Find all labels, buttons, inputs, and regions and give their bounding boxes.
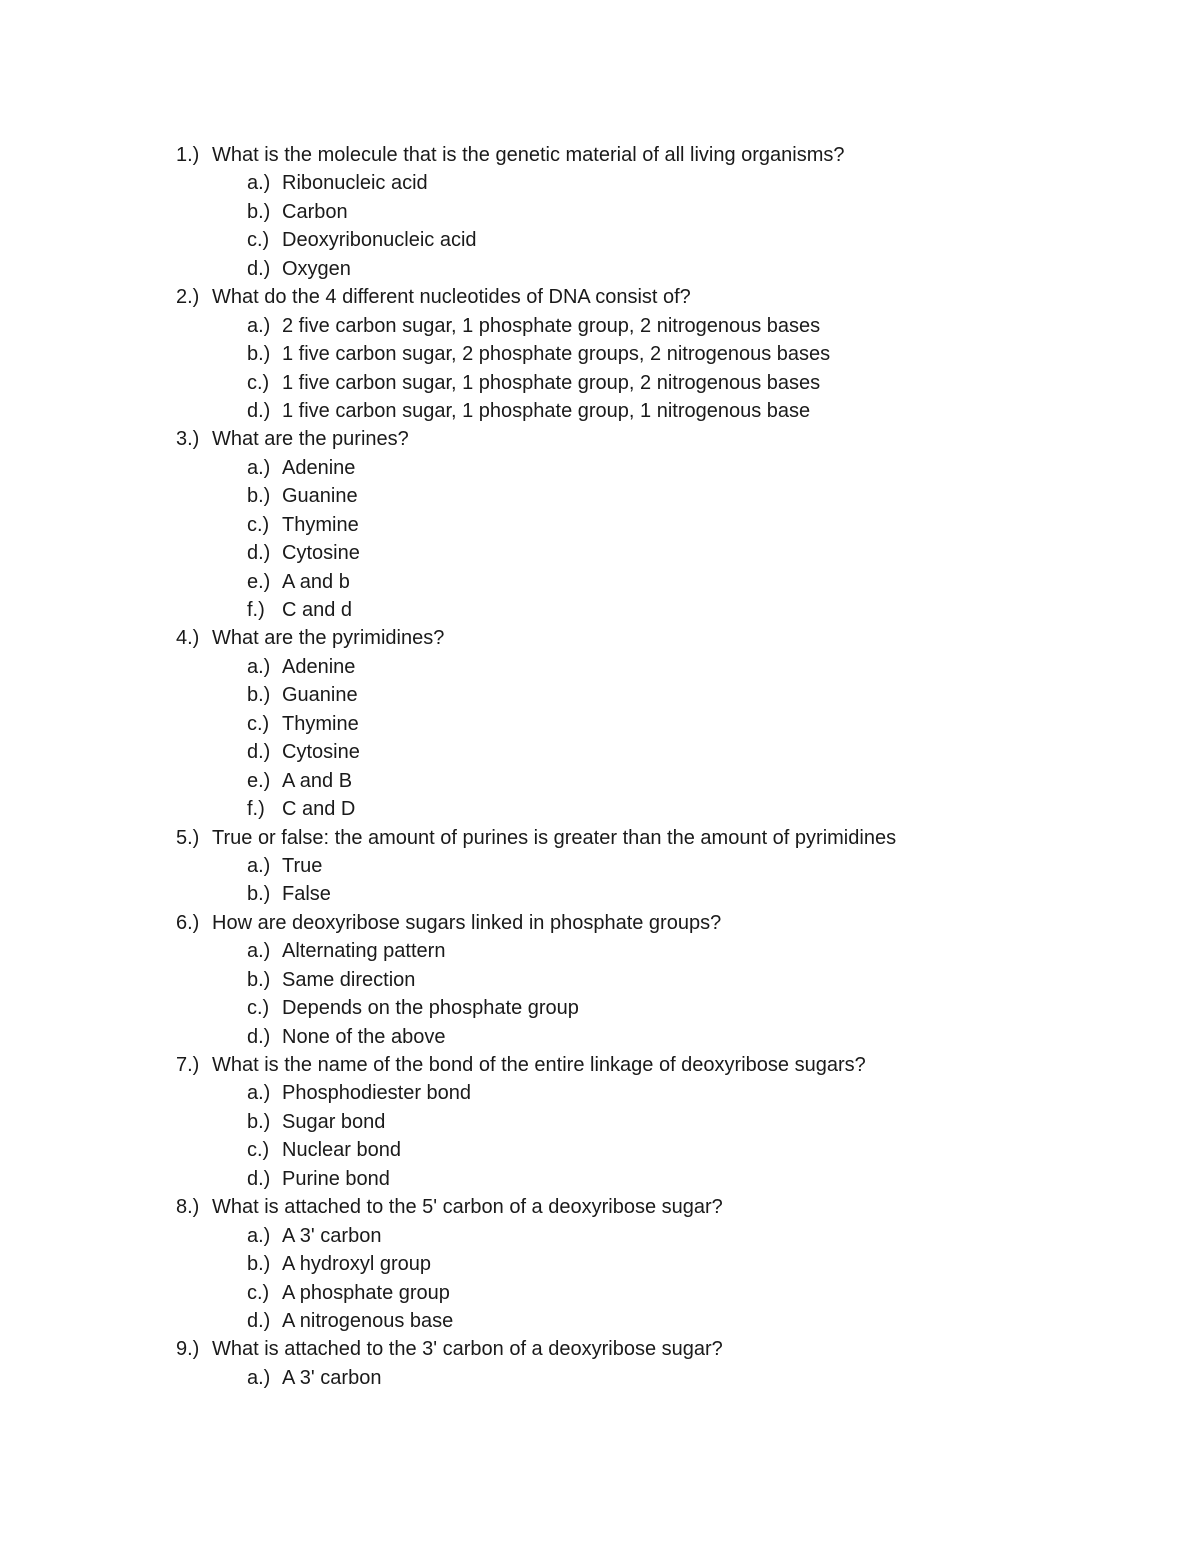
option-text: A and B — [282, 769, 353, 792]
answer-option — [176, 966, 1136, 994]
option-letter: e.) — [247, 769, 271, 792]
quiz-question-list — [176, 141, 1136, 1392]
option-letter: d.) — [247, 1167, 271, 1190]
option-letter: e.) — [247, 570, 271, 593]
question-number: 6.) — [176, 911, 200, 934]
question-number: 9.) — [176, 1338, 200, 1361]
answer-option — [176, 568, 1136, 596]
answer-option — [176, 795, 1136, 823]
question-number: 3.) — [176, 428, 200, 451]
option-letter: c.) — [247, 712, 270, 735]
option-text: Thymine — [282, 513, 359, 536]
question-text: What is the name of the bond of the entire linkage of deoxyribose sugars? — [212, 1054, 866, 1076]
question-text: What are the purines? — [212, 428, 409, 451]
option-text: A 3' carbon — [282, 1366, 382, 1389]
question-text: What is attached to the 5' carbon of a deoxyribose sugar? — [212, 1196, 723, 1219]
option-letter: c.) — [247, 229, 270, 252]
option-text: Purine bond — [282, 1167, 390, 1190]
option-letter: a.) — [247, 456, 271, 479]
answer-option — [176, 937, 1136, 965]
option-text: 1 five carbon sugar, 1 phosphate group, 2 nitrogenous bases — [282, 371, 821, 394]
answer-option — [176, 1079, 1136, 1107]
option-letter: b.) — [247, 968, 271, 991]
option-text: C and D — [282, 798, 356, 821]
option-text: A phosphate group — [282, 1281, 450, 1304]
option-letter: a.) — [247, 1082, 271, 1105]
question-text: What are the pyrimidines? — [212, 627, 445, 650]
answer-option — [176, 1307, 1136, 1335]
answer-option — [176, 1250, 1136, 1278]
question-6 — [176, 909, 1136, 937]
question-number: 5.) — [176, 826, 200, 849]
option-text: Adenine — [282, 655, 356, 678]
option-letter: d.) — [247, 542, 271, 565]
answer-option — [176, 482, 1136, 510]
question-number: 1.) — [176, 144, 200, 166]
option-letter: b.) — [247, 883, 271, 906]
option-letter: d.) — [247, 1025, 271, 1048]
option-letter: a.) — [247, 172, 271, 195]
answer-option — [176, 511, 1136, 539]
option-letter: b.) — [247, 1110, 271, 1133]
option-text: Alternating pattern — [282, 940, 446, 963]
option-text: Carbon — [282, 200, 348, 223]
answer-option — [176, 1165, 1136, 1193]
answer-option — [176, 369, 1136, 397]
question-number: 7.) — [176, 1054, 200, 1076]
option-text: Same direction — [282, 968, 416, 991]
answer-option — [176, 312, 1136, 340]
option-letter: b.) — [247, 1253, 271, 1276]
option-letter: a.) — [247, 655, 271, 678]
option-text: 1 five carbon sugar, 1 phosphate group, 1 nitrogenous base — [282, 399, 811, 422]
option-letter: a.) — [247, 314, 271, 337]
option-letter: a.) — [247, 854, 271, 877]
answer-option — [176, 340, 1136, 368]
option-text: C and d — [282, 599, 353, 621]
question-number: 8.) — [176, 1196, 200, 1219]
answer-option — [176, 1108, 1136, 1136]
option-letter: d.) — [247, 257, 271, 280]
option-letter: d.) — [247, 399, 271, 422]
question-9 — [176, 1335, 1136, 1363]
option-text: Thymine — [282, 712, 359, 735]
question-text: What do the 4 different nucleotides of DNA consist of? — [212, 286, 691, 309]
option-text: Oxygen — [282, 257, 351, 280]
option-text: True — [282, 854, 323, 877]
answer-option — [176, 1279, 1136, 1307]
question-2 — [176, 283, 1136, 311]
answer-option — [176, 994, 1136, 1022]
answer-option — [176, 596, 1136, 624]
option-letter: d.) — [247, 741, 271, 764]
option-text: Nuclear bond — [282, 1139, 401, 1162]
answer-option — [176, 1136, 1136, 1164]
option-letter: a.) — [247, 1366, 271, 1389]
option-letter: b.) — [247, 684, 271, 707]
question-7 — [176, 1051, 1136, 1079]
option-text: Adenine — [282, 456, 356, 479]
option-letter: c.) — [247, 1139, 270, 1162]
option-text: Cytosine — [282, 542, 360, 565]
option-letter: b.) — [247, 485, 271, 508]
option-text: A and b — [282, 570, 350, 593]
option-text: A 3' carbon — [282, 1224, 382, 1247]
answer-option — [176, 397, 1136, 425]
answer-option — [176, 454, 1136, 482]
option-text: Guanine — [282, 485, 358, 508]
option-text: Sugar bond — [282, 1110, 386, 1133]
answer-option — [176, 653, 1136, 681]
answer-option — [176, 710, 1136, 738]
option-text: Depends on the phosphate group — [282, 997, 579, 1020]
option-text: False — [282, 883, 331, 906]
question-1 — [176, 141, 1136, 169]
option-text: Ribonucleic acid — [282, 172, 428, 195]
answer-option — [176, 767, 1136, 795]
option-text: A hydroxyl group — [282, 1253, 431, 1276]
option-letter: a.) — [247, 1224, 271, 1247]
answer-option — [176, 738, 1136, 766]
answer-option — [176, 681, 1136, 709]
option-text: 1 five carbon sugar, 2 phosphate groups, 2 nitrogenous bases — [282, 343, 831, 366]
option-text: A nitrogenous base — [282, 1309, 454, 1332]
option-letter: c.) — [247, 513, 270, 536]
option-letter: a.) — [247, 940, 271, 963]
option-text: None of the above — [282, 1025, 446, 1048]
question-text: True or false: the amount of purines is greater than the amount of pyrimidines — [212, 826, 897, 849]
question-3 — [176, 425, 1136, 453]
option-text: Phosphodiester bond — [282, 1082, 472, 1105]
question-text: What is the molecule that is the genetic material of all living organisms? — [212, 144, 845, 166]
answer-option — [176, 1023, 1136, 1051]
question-number: 2.) — [176, 286, 200, 309]
answer-option — [176, 852, 1136, 880]
answer-option — [176, 169, 1136, 197]
question-number: 4.) — [176, 627, 200, 650]
question-text: What is attached to the 3' carbon of a deoxyribose sugar? — [212, 1338, 723, 1361]
option-text: Guanine — [282, 684, 358, 707]
question-5 — [176, 824, 1136, 852]
option-text: Deoxyribonucleic acid — [282, 229, 477, 252]
option-letter: c.) — [247, 371, 270, 394]
option-letter: c.) — [247, 997, 270, 1020]
question-4 — [176, 624, 1136, 652]
question-text: How are deoxyribose sugars linked in phosphate groups? — [212, 911, 722, 934]
answer-option — [176, 226, 1136, 254]
answer-option — [176, 880, 1136, 908]
answer-option — [176, 198, 1136, 226]
option-letter: b.) — [247, 343, 271, 366]
option-letter: b.) — [247, 200, 271, 223]
answer-option — [176, 1364, 1136, 1392]
option-letter: f.) — [247, 599, 265, 621]
option-letter: d.) — [247, 1309, 271, 1332]
answer-option — [176, 539, 1136, 567]
question-8 — [176, 1193, 1136, 1221]
option-letter: c.) — [247, 1281, 270, 1304]
answer-option — [176, 255, 1136, 283]
option-letter: f.) — [247, 798, 265, 821]
answer-option — [176, 1222, 1136, 1250]
option-text: 2 five carbon sugar, 1 phosphate group, 2 nitrogenous bases — [282, 314, 821, 337]
option-text: Cytosine — [282, 741, 360, 764]
